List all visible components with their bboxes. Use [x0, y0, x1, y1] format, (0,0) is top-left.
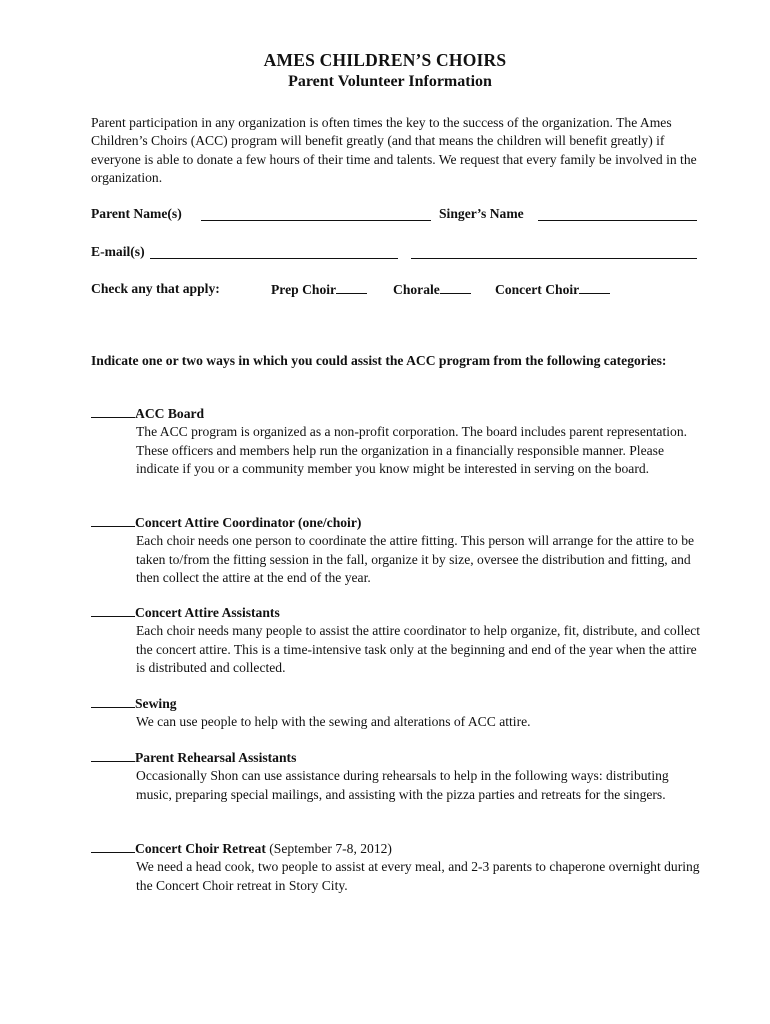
- category-description: Each choir needs one person to coordinate the attire fitting. This person will arrange for the attire to be taken to/from the fitting session in the fall, organize it by size, oversee the distribution and fitting, and then collect the attire at the end of the year.: [136, 533, 695, 585]
- parent-name-field[interactable]: [201, 220, 431, 221]
- category-description: We can use people to help with the sewing and alterations of ACC attire.: [136, 714, 531, 730]
- category-name: Concert Attire Assistants: [135, 605, 280, 620]
- singer-name-label: Singer’s Name: [439, 206, 524, 221]
- category-attire-coordinator: [91, 514, 701, 587]
- category-checkbox[interactable]: [91, 405, 135, 418]
- category-sewing: [91, 695, 701, 732]
- category-description: Occasionally Shon can use assistance during rehearsals to help in the following ways: distributing music, preparing special mailings, and assisting with the pizza parties and retreats for the singers.: [136, 768, 669, 802]
- choir-option-prep[interactable]: [271, 281, 367, 298]
- category-attire-assistants: [91, 604, 701, 677]
- email-field-2[interactable]: [411, 258, 697, 259]
- category-name: Parent Rehearsal Assistants: [135, 750, 297, 765]
- category-checkbox[interactable]: [91, 695, 135, 708]
- category-checkbox[interactable]: [91, 840, 135, 853]
- category-checkbox[interactable]: [91, 604, 135, 617]
- category-choir-retreat: [91, 840, 701, 895]
- category-acc-board: [91, 405, 701, 478]
- category-name: Concert Choir Retreat: [135, 841, 266, 856]
- category-description: Each choir needs many people to assist the attire coordinator to help organize, fit, distribute, and collect the concert attire. This is a time-intensive task only at the beginning and end of the year when the attire is distributed and collected.: [136, 623, 701, 675]
- intro-paragraph: Parent participation in any organization is often times the key to the success of the organization. The Ames Children’s Choirs (ACC) program will benefit greatly (and that means the children will benefit greatly) if everyone is able to donate a few hours of their time and talents. We request that every family be involved in the organization.: [91, 115, 697, 185]
- email-label: E-mail(s): [91, 244, 145, 259]
- category-extra: (September 7-8, 2012): [265, 841, 392, 856]
- category-description: The ACC program is organized as a non-profit corporation. The board includes parent representation. These officers and members help run the organization in a financially responsible manner. Please indicate if you or a community member you know might be interested in serving on the board.: [136, 424, 688, 476]
- parent-name-label: Parent Name(s): [91, 206, 182, 221]
- category-name: ACC Board: [135, 406, 205, 421]
- singer-name-field[interactable]: [538, 220, 697, 221]
- category-name: Concert Attire Coordinator (one/choir): [135, 515, 362, 530]
- category-rehearsal-assistants: [91, 749, 701, 804]
- category-checkbox[interactable]: [91, 749, 135, 762]
- choir-option-label: Concert Choir: [495, 282, 580, 297]
- page-title: AMES CHILDREN’S CHOIRS: [263, 50, 507, 70]
- category-name: Sewing: [135, 696, 177, 711]
- choir-option-label: Prep Choir: [271, 282, 337, 297]
- choir-option-chorale[interactable]: [393, 281, 471, 298]
- check-label: Check any that apply:: [91, 281, 220, 296]
- category-checkbox[interactable]: [91, 514, 135, 527]
- choir-option-concert[interactable]: [495, 281, 610, 298]
- page-subtitle: Parent Volunteer Information: [288, 73, 492, 90]
- instructions: Indicate one or two ways in which you could assist the ACC program from the following categories:: [91, 353, 667, 368]
- choir-option-label: Chorale: [393, 282, 440, 297]
- category-description: We need a head cook, two people to assist at every meal, and 2-3 parents to chaperone overnight during the Concert Choir retreat in Story City.: [136, 859, 700, 893]
- email-field-1[interactable]: [150, 258, 398, 259]
